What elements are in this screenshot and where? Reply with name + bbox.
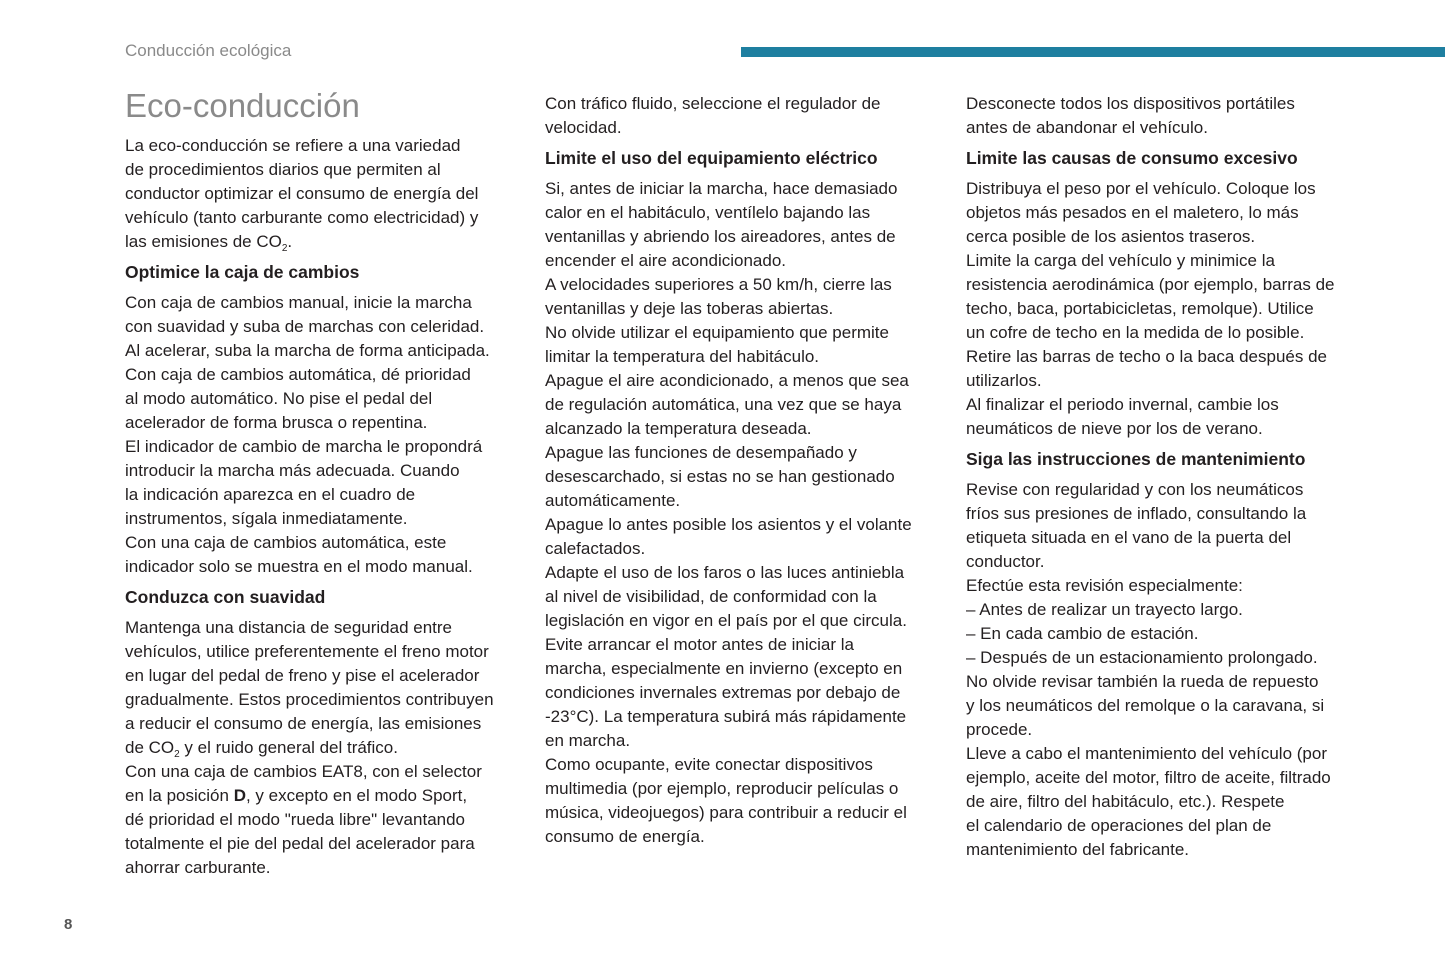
- intro-paragraph: [125, 134, 525, 254]
- header-accent-bar: [741, 47, 1445, 57]
- heading-smooth-driving: Conduzca con suavidad: [125, 587, 326, 607]
- paragraph-cruise: Con tráfico fluido, seleccione el regulador de velocidad.: [545, 94, 881, 137]
- page-number: 8: [64, 916, 73, 933]
- paragraph-devices: Desconecte todos los dispositivos portátiles antes de abandonar el vehículo.: [966, 94, 1295, 137]
- section-label: Conducción ecológica: [125, 41, 292, 60]
- smooth-text-b: y el ruido general del tráfico. Con una caja de cambios EAT8, con el selector en la posición: [125, 738, 482, 805]
- smooth-bold: D: [233, 786, 246, 805]
- smooth-text-a: Mantenga una distancia de seguridad entre vehículos, utilice preferentemente el freno motor en lugar del pedal de freno y pise el acelerador gradualmente. Estos procedimientos contribuyen a reducir el consumo de energía, las emisiones de CO: [125, 618, 494, 757]
- page-title: Eco-conducción: [125, 87, 360, 124]
- column-left: [125, 86, 525, 880]
- smooth-text-c: , y excepto en el modo Sport, dé prioridad el modo "rueda libre" levantando totalmente el pie del pedal del acelerador para ahorrar carburante.: [125, 786, 475, 877]
- intro-text: La eco-conducción se refiere a una variedad de procedimientos diarios que permiten al conductor optimizar el consumo de energía del vehículo (tanto carburante como electricidad) y las emisiones de CO: [125, 136, 479, 251]
- paragraph-electrical: Si, antes de iniciar la marcha, hace demasiado calor en el habitáculo, ventílelo bajando las ventanillas y abriendo los aireadores, antes de encender el aire acondicionado. A velocidades superiores a 50 km/h, cierre las ventanillas y deje las toberas abiertas. No olvide utilizar el equipamiento que permite limitar la temperatura del habitáculo. Apague el aire acondicionado, a menos que sea de regulación automática, una vez que se haya alcanzado la temperatura deseada. Apague las funciones de desempañado y desescarchado, si estas no se han gestionado automáticamente. Apague lo antes posible los asientos y el volante calefactados. Adapte el uso de los faros o las luces antiniebla al nivel de visibilidad, de conformidad con la legislación en vigor en el país por el que circula. Evite arrancar el motor antes de iniciar la marcha, especialmente en invierno (excepto en condiciones invernales extremas por debajo de -23°C). La temperatura subirá más rápidamente en marcha. Como ocupante, evite conectar dispositivos multimedia (por ejemplo, reproducir películas o música, videojuegos) para contribuir a reducir el consumo de energía.: [545, 179, 912, 846]
- heading-electrical: Limite el uso del equipamiento eléctrico: [545, 148, 878, 168]
- paragraph-excessive-consumption: Distribuya el peso por el vehículo. Coloque los objetos más pesados en el maletero, lo más cerca posible de los asientos traseros. Limite la carga del vehículo y minimice la resistencia aerodinámica (por ejemplo, barras de techo, baca, portabicicletas, remolque). Utilice un cofre de techo en la medida de lo posible. Retire las barras de techo o la baca después de utilizarlos. Al finalizar el periodo invernal, cambie los neumáticos de nieve por los de verano.: [966, 179, 1335, 438]
- heading-excessive-consumption: Limite las causas de consumo excesivo: [966, 148, 1298, 168]
- heading-gearbox: Optimice la caja de cambios: [125, 262, 360, 282]
- paragraph-gearbox: Con caja de cambios manual, inicie la marcha con suavidad y suba de marchas con celeridad. Al acelerar, suba la marcha de forma anticipada. Con caja de cambios automática, dé prioridad al modo automático. No pise el pedal del acelerador de forma brusca o repentina. El indicador de cambio de marcha le propondrá introducir la marcha más adecuada. Cuando la indicación aparezca en el cuadro de instrumentos, sígala inmediatamente. Con una caja de cambios automática, este indicador solo se muestra en el modo manual.: [125, 293, 490, 576]
- heading-maintenance: Siga las instrucciones de mantenimiento: [966, 449, 1306, 469]
- intro-subscript: 2: [281, 243, 288, 254]
- paragraph-smooth-driving: [125, 616, 525, 880]
- column-right: [966, 92, 1366, 862]
- paragraph-maintenance: Revise con regularidad y con los neumáticos fríos sus presiones de inflado, consultando la etiqueta situada en el vano de la puerta del conductor. Efectúe esta revisión especialmente: – Antes de realizar un trayecto largo. – En cada cambio de estación. – Después de un estacionamiento prolongado. No olvide revisar también la rueda de repuesto y los neumáticos del remolque o la caravana, si procede. Lleve a cabo el mantenimiento del vehículo (por ejemplo, aceite del motor, filtro de aceite, filtrado de aire, filtro del habitáculo, etc.). Respete el calendario de operaciones del plan de mantenimiento del fabricante.: [966, 480, 1331, 859]
- column-middle: [545, 92, 945, 849]
- intro-text-end: .: [287, 232, 293, 251]
- smooth-subscript: 2: [174, 749, 180, 760]
